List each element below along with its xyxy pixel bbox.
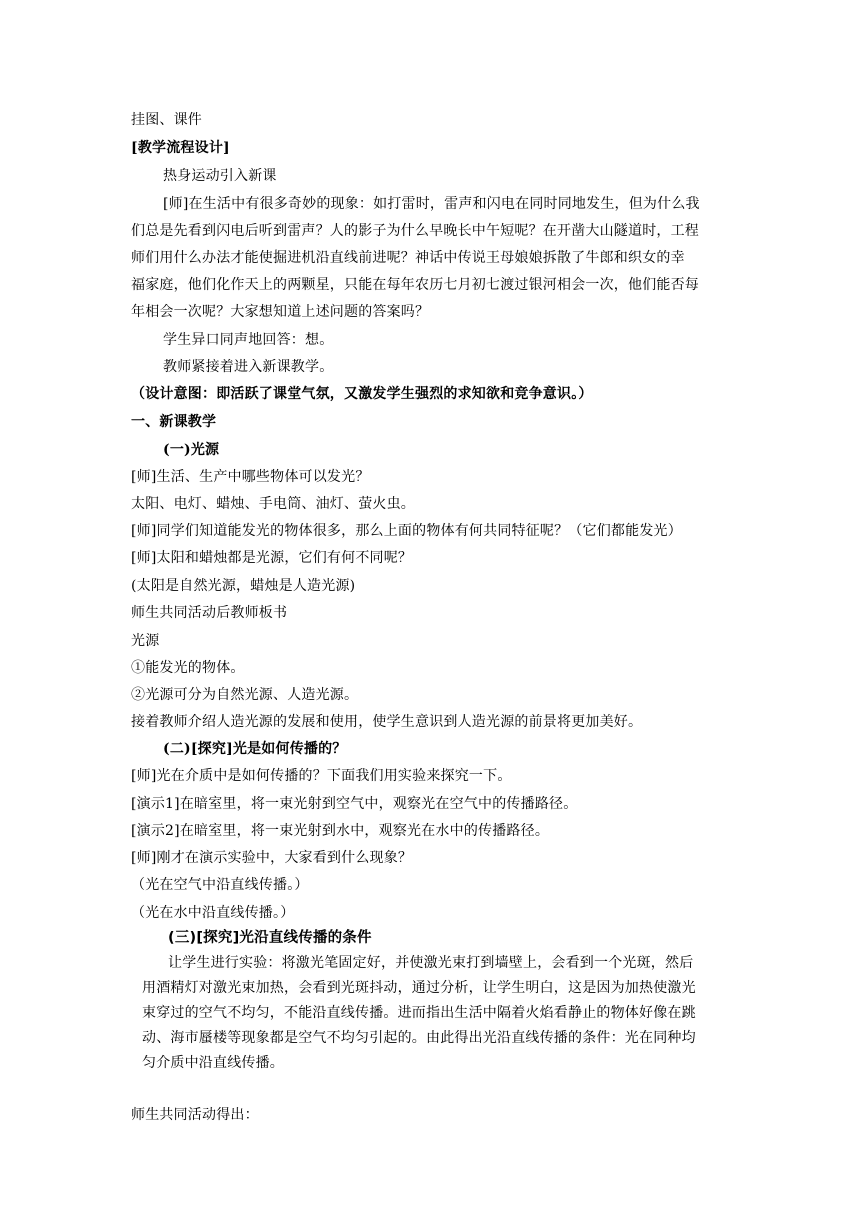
intro-subheading: 热身运动引入新课 (163, 168, 277, 184)
paragraph-line: [师]光在介质中是如何传播的？下面我们用实验来探究一下。 (131, 768, 512, 784)
paragraph-line: [师]同学们知道能发光的物体很多，那么上面的物体有何共同特征呢？（它们都能发光） (131, 523, 682, 539)
paragraph-line: [演示1]在暗室里，将一束光射到空气中，观察光在空气中的传播路径。 (131, 796, 578, 812)
subsection-heading-conditions: (三)[探究]光沿直线传播的条件 (168, 930, 372, 946)
subsection-heading-light-source: (一)光源 (163, 442, 220, 458)
paragraph-line: [演示2]在暗室里，将一束光射到水中，观察光在水中的传播路径。 (131, 823, 550, 839)
paragraph-line: [师]太阳和蜡烛都是光源，它们有何不同呢？ (131, 550, 413, 566)
paragraph-line: 用酒精灯对激光束加热，会看到光斑抖动，通过分析，让学生明白，这是因为加热使激光 (142, 980, 696, 996)
paragraph-line: [师]刚才在演示实验中，大家看到什么现象？ (131, 850, 413, 866)
section-heading-flow: [教学流程设计] (131, 140, 230, 156)
paragraph-line: （光在空气中沿直线传播。） (131, 877, 309, 893)
section-heading-new-lesson: 一、新课教学 (131, 414, 217, 430)
student-answer: 学生异口同声地回答：想。 (163, 332, 334, 348)
paragraph-line: 匀介质中沿直线传播。 (142, 1055, 284, 1071)
design-intent: （设计意图：即活跃了课堂气氛，又激发学生强烈的求知欲和竞争意识。） (131, 386, 593, 402)
paragraph-line: 动、海市蜃楼等现象都是空气不均匀引起的。由此得出光沿直线传播的条件：光在同种均 (142, 1030, 696, 1046)
paragraph-line: 束穿过的空气不均匀，不能沿直线传播。进而指出生活中隔着火焰看静止的物体好像在跳 (142, 1005, 696, 1021)
teacher-continue: 教师紧接着进入新课教学。 (163, 359, 334, 375)
paragraph-line: 福家庭，他们化作天上的两颗星，只能在每年农历七月初七渡过银河相会一次，他们能否每 (131, 277, 699, 293)
paragraph-line: 师生共同活动后教师板书 (131, 605, 288, 621)
paragraph-line: 太阳、电灯、蜡烛、手电筒、油灯、萤火虫。 (131, 496, 415, 512)
subsection-heading-propagation: (二)[探究]光是如何传播的？ (163, 741, 347, 757)
paragraph-line: (太阳是自然光源，蜡烛是人造光源) (131, 578, 356, 594)
paragraph-line: 接着教师介绍人造光源的发展和使用，使学生意识到人造光源的前景将更加美好。 (131, 714, 643, 730)
paragraph-line: [师]在生活中有很多奇妙的现象：如打雷时，雷声和闪电在同时同地发生，但为什么我 (163, 196, 700, 212)
paragraph-line: ②光源可分为自然光源、人造光源。 (131, 687, 359, 703)
paragraph-line: 让学生进行实验：将激光笔固定好，并使激光束打到墙壁上，会看到一个光斑，然后 (168, 955, 694, 971)
conclusion-lead: 师生共同活动得出： (131, 1107, 259, 1123)
paragraph-line: [师]生活、生产中哪些物体可以发光？ (131, 469, 370, 485)
paragraph-line: ①能发光的物体。 (131, 660, 245, 676)
paragraph-line: （光在水中沿直线传播。） (131, 905, 295, 921)
paragraph-line: 们总是先看到闪电后听到雷声？人的影子为什么早晚长中午短呢？在开凿大山隧道时，工程 (131, 223, 699, 239)
materials-line: 挂图、课件 (131, 112, 202, 128)
paragraph-line: 师们用什么办法才能使掘进机沿直线前进呢？神话中传说王母娘娘拆散了牛郎和织女的幸 (131, 250, 685, 266)
paragraph-line: 年相会一次呢？大家想知道上述问题的答案吗？ (131, 304, 430, 320)
paragraph-line: 光源 (131, 633, 160, 649)
